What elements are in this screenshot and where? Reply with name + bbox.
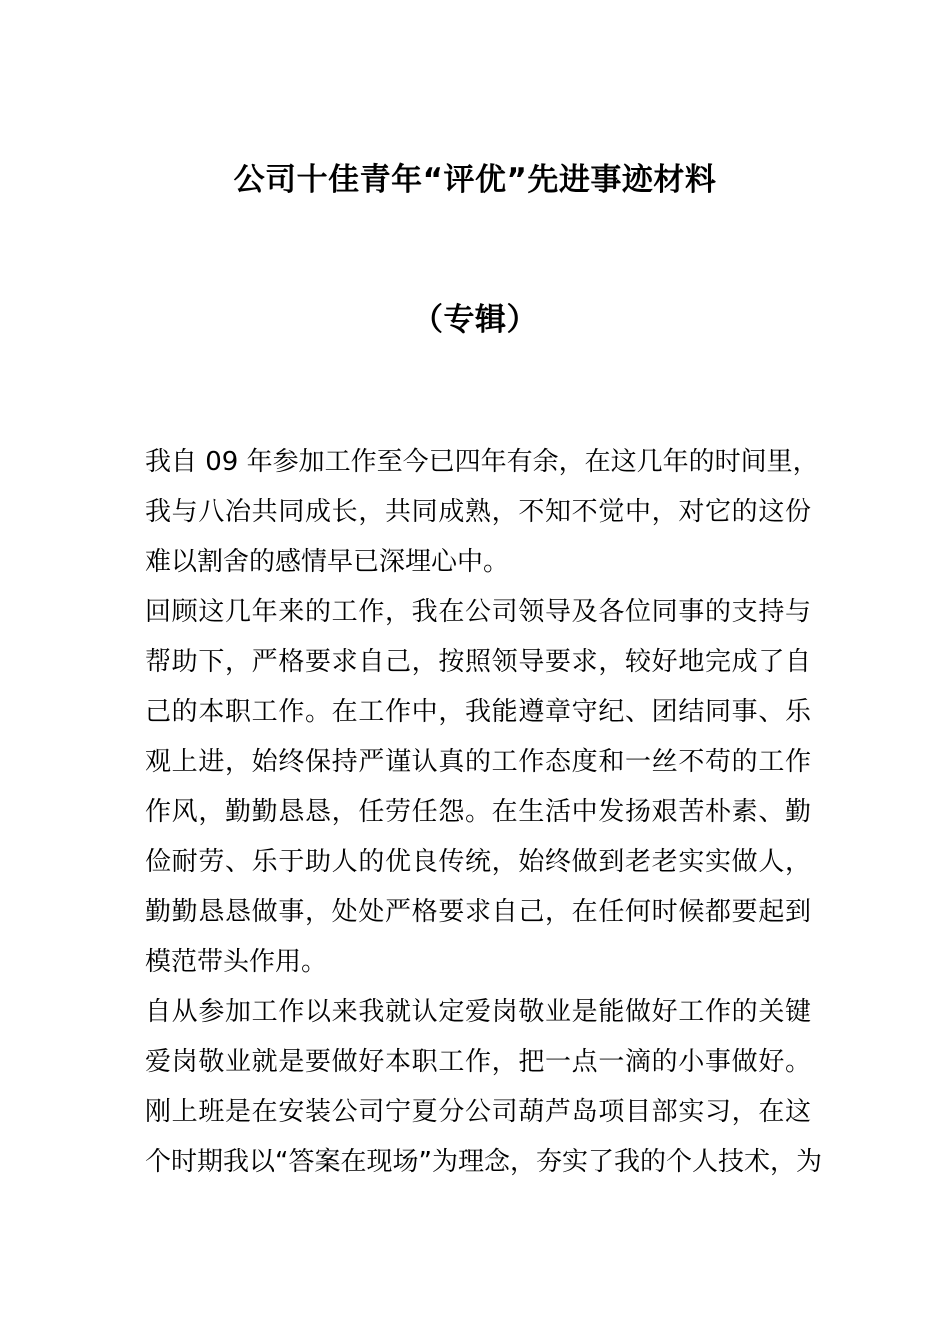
text-line: 回顾这几年来的工作，我在公司领导及各位同事的支持与 <box>145 597 811 627</box>
text-line: 自从参加工作以来我就认定爱岗敬业是能做好工作的关键 <box>145 997 811 1027</box>
text-line: 模范带头作用。 <box>145 947 328 977</box>
text-line: 刚上班是在安装公司宁夏分公司葫芦岛项目部实习，在这 <box>145 1097 811 1127</box>
document-subtitle: （专辑） <box>412 302 538 338</box>
text-line: 帮助下，严格要求自己，按照领导要求，较好地完成了自 <box>145 647 811 677</box>
text-line: 个时期我以“答案在现场”为理念，夯实了我的个人技术，为 <box>145 1147 822 1177</box>
document-title: 公司十佳青年“评优”先进事迹材料 <box>233 162 717 198</box>
text-line: 己的本职工作。在工作中，我能遵章守纪、团结同事、乐 <box>145 697 811 727</box>
text-line: 勤勤恳恳做事，处处严格要求自己，在任何时候都要起到 <box>145 897 811 927</box>
text-line: 我自 09 年参加工作至今已四年有余，在这几年的时间里， <box>145 447 819 477</box>
text-line: 作风，勤勤恳恳，任劳任怨。在生活中发扬艰苦朴素、勤 <box>145 797 811 827</box>
body-text <box>145 437 822 1187</box>
text-line: 观上进，始终保持严谨认真的工作态度和一丝不苟的工作 <box>145 747 811 777</box>
text-line: 爱岗敬业就是要做好本职工作，把一点一滴的小事做好。 <box>145 1047 811 1077</box>
text-line: 俭耐劳、乐于助人的优良传统，始终做到老老实实做人， <box>145 847 811 877</box>
text-line: 我与八冶共同成长，共同成熟，不知不觉中，对它的这份 <box>145 497 811 527</box>
text-line: 难以割舍的感情早已深埋心中。 <box>145 547 510 577</box>
